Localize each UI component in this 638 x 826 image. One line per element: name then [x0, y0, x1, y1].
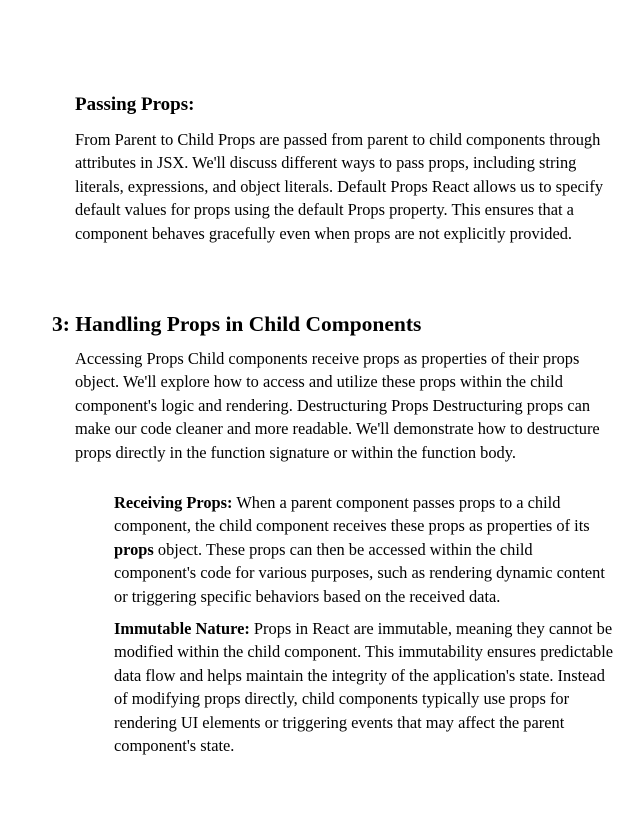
passing-props-paragraph: From Parent to Child Props are passed from parent to child components through attributes in JSX. We'll discuss different ways to pass props, including string literals, expressions, and object literals. Default Props React allows us to specify default values for props using the default Props property. This ensures that a component behaves gracefully even when props are not explicitly provided.	[75, 130, 604, 243]
immutable-nature-label: Immutable Nature:	[114, 619, 250, 638]
handling-props-paragraph: Accessing Props Child components receive props as properties of their props object. We'll explore how to access and utilize these props within the child component's logic and rendering. Destructuring Props Destructuring props can make our code cleaner and more readable. We'll demonstrate how to destructure props directly in the function signature or within the function body.	[75, 349, 600, 462]
receiving-props-label: Receiving Props:	[114, 493, 233, 512]
props-term: props	[114, 539, 154, 559]
receiving-props-text-before: When a parent component passes props to a child component, the child component receives these props as properties of its	[114, 493, 590, 536]
immutable-nature-paragraph	[114, 617, 614, 757]
handling-props-heading: 3: Handling Props in Child Components	[52, 312, 422, 336]
passing-props-heading: Passing Props:	[75, 94, 195, 115]
receiving-props-text-after: object. These props can then be accessed within the child component's code for various purposes, such as rendering dynamic content or triggering specific behaviors based on the received data.	[114, 539, 605, 606]
receiving-props-paragraph	[114, 491, 614, 608]
immutable-nature-text: Props in React are immutable, meaning they cannot be modified within the child component. This immutability ensures predictable data flow and helps maintain the integrity of the application's state. Instead of modifying props directly, child components typically use props for rendering UI elements or triggering events that may affect the parent component's state.	[114, 619, 614, 756]
